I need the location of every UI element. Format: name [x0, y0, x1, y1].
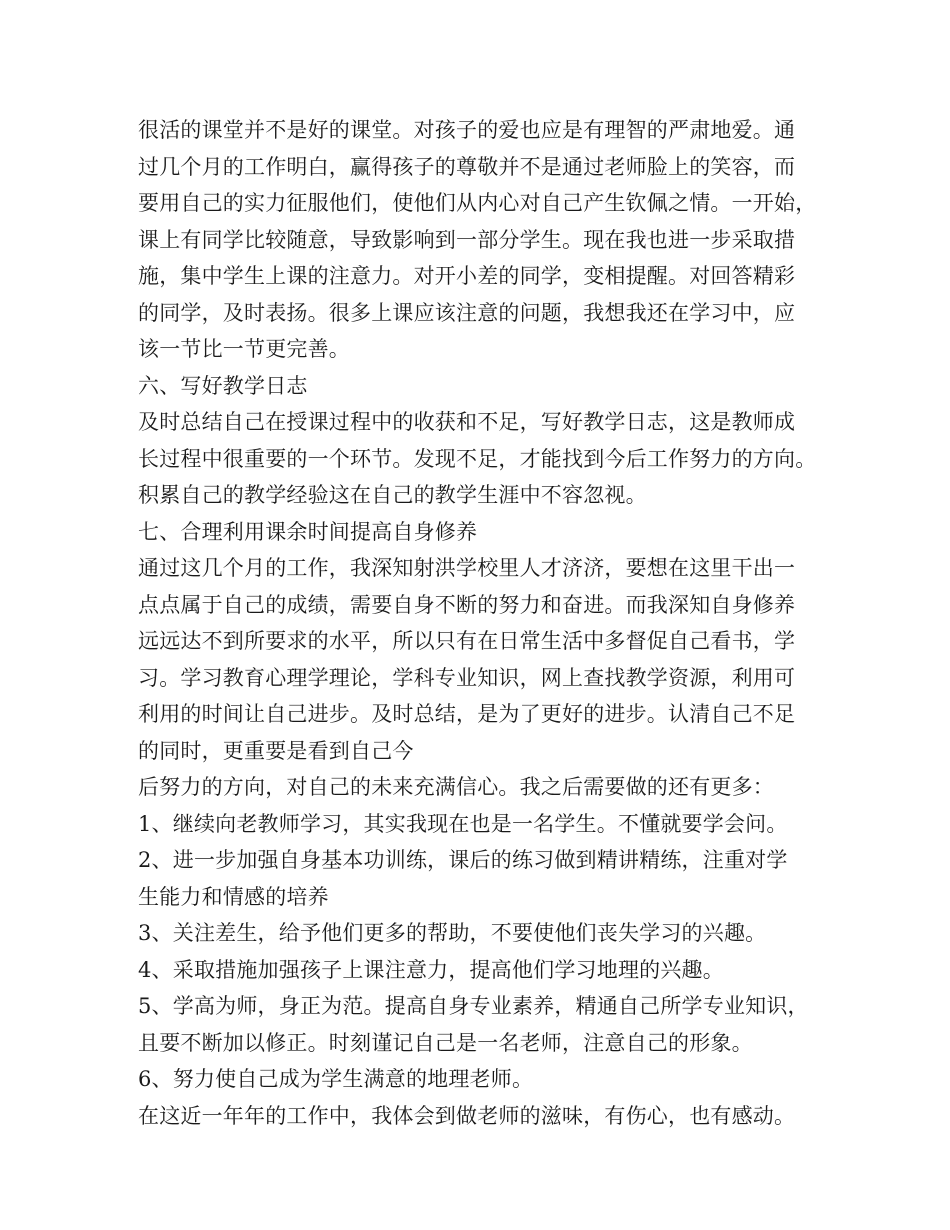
text-line: 课上有同学比较随意，导致影响到一部分学生。现在我也进一步采取措: [138, 227, 796, 252]
text-line: 积累自己的教学经验这在自己的教学生涯中不容忽视。: [138, 483, 647, 507]
list-item: 1、继续向老教师学习，其实我现在也是一名学生。不懂就要学会问。: [138, 811, 788, 836]
text-line: 施，集中学生上课的注意力。对开小差的同学，变相提醒。对回答精彩: [138, 264, 796, 288]
text-line: 过几个月的工作明白，赢得孩子的尊敬并不是通过老师脸上的笑容，而: [138, 154, 796, 179]
text-line: 的同学，及时表扬。很多上课应该注意的问题，我想我还在学习中，应: [138, 300, 796, 325]
text-line: 习。学习教育心理学理论，学科专业知识，网上查找教学资源，利用可: [138, 665, 796, 690]
text-line: 点点属于自己的成绩，需要自身不断的努力和奋进。而我深知自身修养: [138, 592, 796, 617]
text-line: 及时总结自己在授课过程中的收获和不足，写好教学日志，这是教师成: [138, 410, 796, 434]
list-item: 3、关注差生，给予他们更多的帮助，不要使他们丧失学习的兴趣。: [138, 921, 767, 945]
list-item-continuation: 且要不断加以修正。时刻谨记自己是一名老师，注意自己的形象。: [138, 1030, 753, 1055]
text-line: 的同时，更重要是看到自己今: [138, 738, 414, 763]
text-line: 利用的时间让自己进步。及时总结，是为了更好的进步。认清自己不足: [138, 702, 796, 726]
text-line: 通过这几个月的工作，我深知射洪学校里人才济济，要想在这里干出一: [138, 556, 796, 580]
list-item-continuation: 生能力和情感的培养: [138, 884, 329, 909]
list-item: 5、学高为师，身正为范。提高自身专业素养，精通自己所学专业知识，: [138, 994, 809, 1018]
section-heading: 七、合理利用课余时间提高自身修养: [138, 519, 478, 544]
text-line: 要用自己的实力征服他们，使他们从内心对自己产生钦佩之情。一开始，: [138, 191, 817, 215]
text-line: 后努力的方向，对自己的未来充满信心。我之后需要做的还有更多：: [138, 775, 774, 799]
text-line: 在这近一年年的工作中，我体会到做老师的滋味，有伤心，也有感动。: [138, 1103, 796, 1128]
text-line: 远远达不到所要求的水平，所以只有在日常生活中多督促自己看书，学: [138, 629, 796, 653]
list-item: 6、努力使自己成为学生满意的地理老师。: [138, 1067, 534, 1091]
text-line: 很活的课堂并不是好的课堂。对孩子的爱也应是有理智的严肃地爱。通: [138, 118, 796, 142]
document-body: [138, 112, 838, 1134]
list-item: 4、采取措施加强孩子上课注意力，提高他们学习地理的兴趣。: [138, 957, 724, 982]
text-line: 长过程中很重要的一个环节。发现不足，才能找到今后工作努力的方向。: [138, 446, 817, 471]
list-item: 2、进一步加强自身基本功训练，课后的练习做到精讲精练，注重对学: [138, 848, 788, 872]
section-heading: 六、写好教学日志: [138, 373, 308, 398]
text-line: 该一节比一节更完善。: [138, 337, 350, 361]
